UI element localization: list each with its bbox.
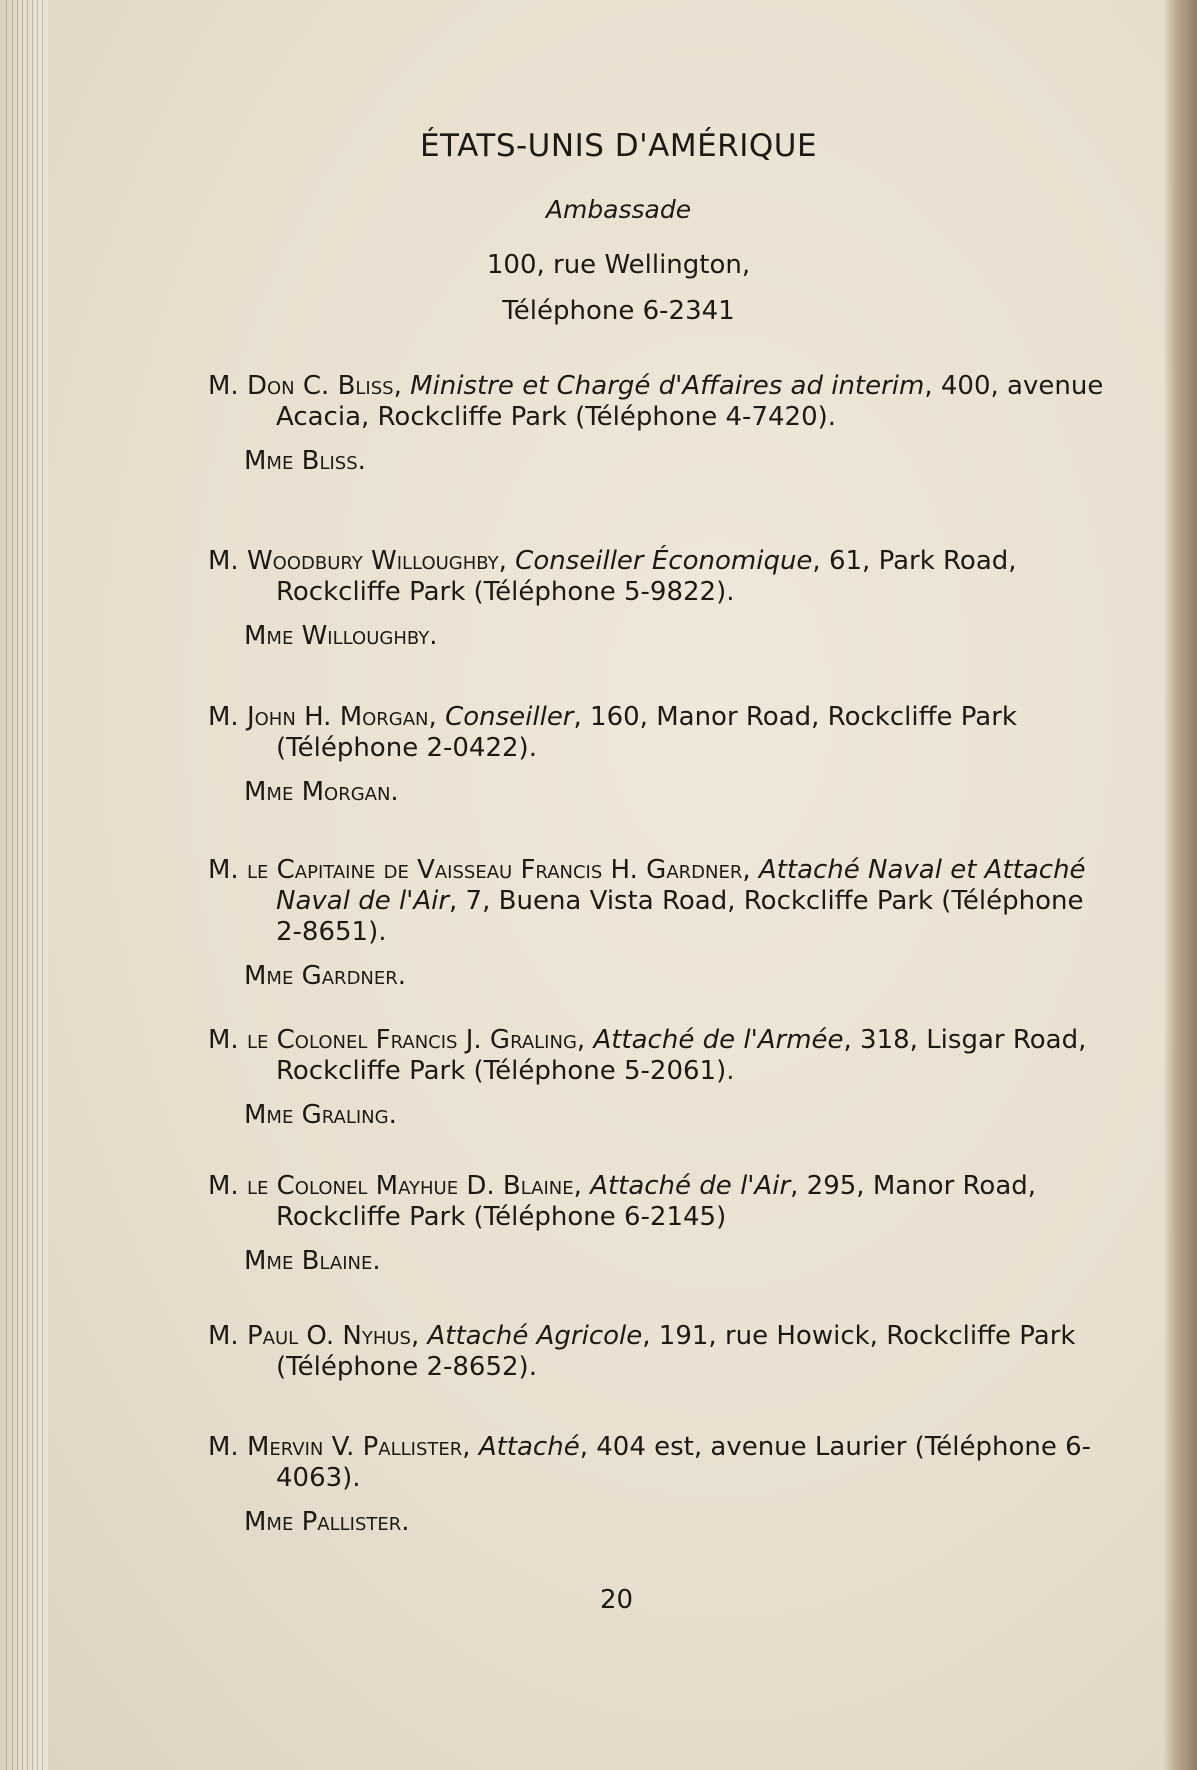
- entry-prefix: M.: [208, 1025, 247, 1055]
- entry-title: Attaché de l'Armée: [593, 1025, 844, 1055]
- entry-title: Attaché Agricole: [427, 1321, 643, 1351]
- entry-title: Conseiller Économique: [515, 546, 813, 576]
- entry-details: , 404 est, avenue Laurier (Téléphone 6-4063).: [276, 1432, 1092, 1493]
- directory-entry: [208, 702, 1108, 808]
- section-subtitle: Ambassade: [545, 195, 692, 224]
- directory-entry: [208, 1025, 1108, 1131]
- entry-details: , 400, avenue Acacia, Rockcliffe Park (Téléphone 4-7420).: [276, 371, 1104, 432]
- entry-details: , 318, Lisgar Road, Rockcliffe Park (Téléphone 5-2061).: [276, 1025, 1087, 1086]
- entry-text: [208, 546, 1108, 608]
- entry-name: John H. Morgan: [246, 702, 429, 732]
- page-title: ÉTATS-UNIS D'AMÉRIQUE: [419, 128, 818, 164]
- entry-title: Ministre et Chargé d'Affaires ad interim: [410, 371, 925, 401]
- entry-text: [208, 1171, 1108, 1233]
- entry-details: , 61, Park Road, Rockcliffe Park (Téléphone 5-9822).: [276, 546, 1017, 607]
- directory-entry: [208, 1321, 1108, 1383]
- entry-spouse: Mme Graling.: [244, 1100, 397, 1130]
- entry-separator: ,: [742, 855, 759, 885]
- entry-title: Attaché: [478, 1432, 580, 1462]
- directory-entry: [208, 371, 1108, 477]
- directory-entry: [208, 1432, 1108, 1538]
- entry-title: Conseiller: [445, 702, 574, 732]
- page-number: 20: [599, 1585, 634, 1615]
- entry-spouse: Mme Morgan.: [244, 777, 399, 807]
- entry-spouse: Mme Bliss.: [244, 446, 366, 476]
- entry-separator: ,: [410, 1321, 428, 1351]
- entry-separator: ,: [393, 371, 411, 401]
- entry-title: Attaché Naval et Attaché Naval de l'Air: [276, 855, 1086, 916]
- entry-details: , 295, Manor Road, Rockcliffe Park (Téléphone 6-2145): [276, 1171, 1037, 1232]
- entry-prefix: M.: [208, 855, 247, 885]
- entry-prefix: M.: [208, 702, 247, 732]
- entry-prefix: M.: [208, 1171, 247, 1201]
- entry-separator: ,: [576, 1025, 594, 1055]
- entry-text: [208, 702, 1108, 764]
- directory-entry: [208, 855, 1108, 992]
- entry-details: , 160, Manor Road, Rockcliffe Park (Téléphone 2-0422).: [276, 702, 1017, 763]
- entry-details: , 7, Buena Vista Road, Rockcliffe Park (Téléphone 2-8651).: [276, 886, 1084, 947]
- entry-separator: ,: [498, 546, 516, 576]
- entry-text: [208, 1025, 1108, 1087]
- entry-spouse: Mme Willoughby.: [244, 621, 438, 651]
- entry-text: [208, 371, 1108, 433]
- entry-prefix: M.: [208, 1432, 247, 1462]
- entry-text: [208, 855, 1108, 948]
- entry-name: Paul O. Nyhus: [246, 1321, 411, 1351]
- entry-name: le Colonel Mayhue D. Blaine: [246, 1171, 574, 1201]
- entry-spouse: Mme Pallister.: [244, 1507, 410, 1537]
- embassy-address: 100, rue Wellington,: [486, 250, 751, 280]
- entry-details: , 191, rue Howick, Rockcliffe Park (Téléphone 2-8652).: [276, 1321, 1076, 1382]
- entry-prefix: M.: [208, 546, 247, 576]
- entry-text: [208, 1321, 1108, 1383]
- entry-prefix: M.: [208, 1321, 247, 1351]
- entry-prefix: M.: [208, 371, 247, 401]
- entry-separator: ,: [573, 1171, 591, 1201]
- entry-name: le Colonel Francis J. Graling: [246, 1025, 577, 1055]
- entry-name: le Capitaine de Vaisseau Francis H. Gardner: [246, 855, 743, 885]
- directory-entry: [208, 546, 1108, 652]
- entry-title: Attaché de l'Air: [590, 1171, 791, 1201]
- embassy-phone: Téléphone 6-2341: [502, 296, 735, 326]
- entry-name: Mervin V. Pallister: [246, 1432, 463, 1462]
- entry-text: [208, 1432, 1108, 1494]
- entry-separator: ,: [462, 1432, 479, 1462]
- entry-spouse: Mme Blaine.: [244, 1246, 381, 1276]
- entry-separator: ,: [428, 702, 446, 732]
- entry-name: Woodbury Willoughby: [246, 546, 499, 576]
- entry-spouse: Mme Gardner.: [244, 961, 407, 991]
- directory-entry: [208, 1171, 1108, 1277]
- entry-name: Don C. Bliss: [246, 371, 394, 401]
